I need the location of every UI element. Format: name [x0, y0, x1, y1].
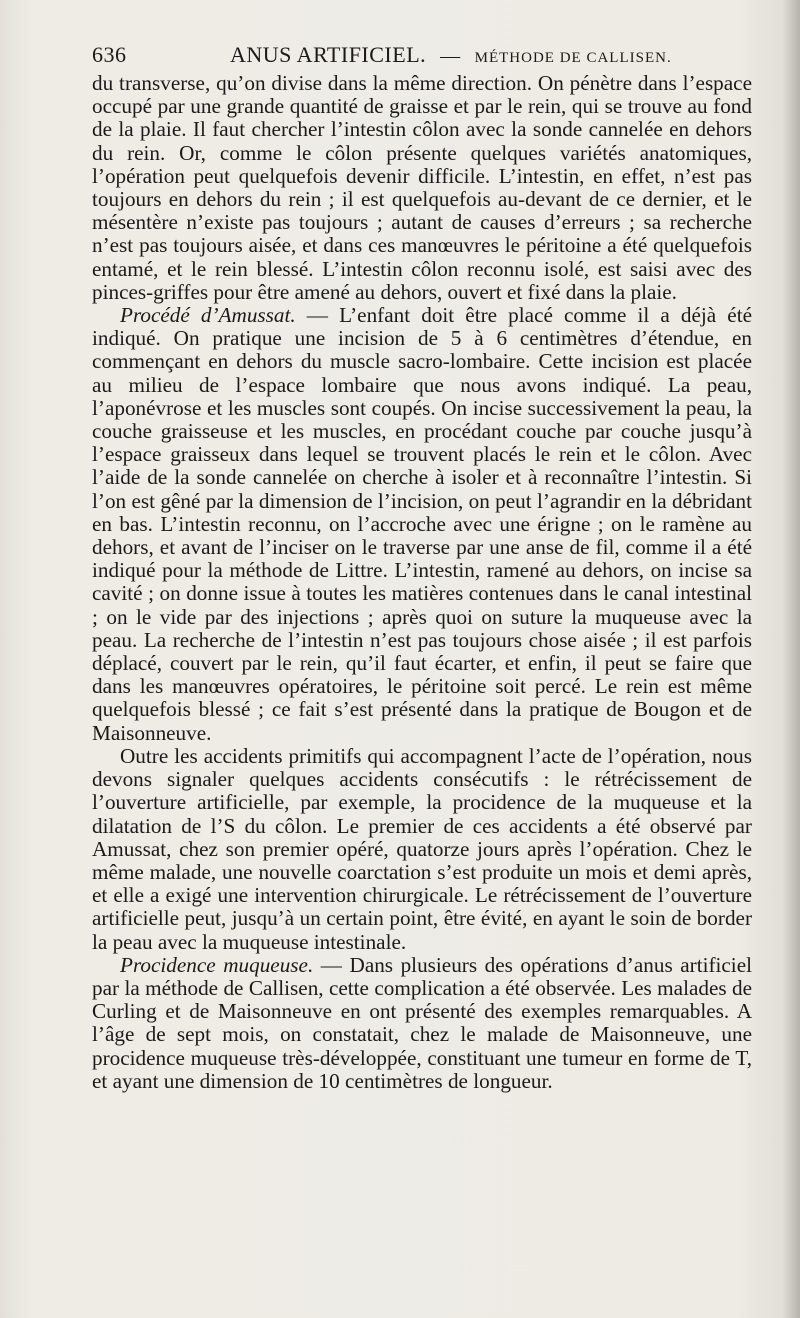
paragraph-2-text: — L’enfant doit être placé comme il a déjà été indiqué. On pratique une incision de 5 à 6 centimètres d’étendue, en commençant en dehors du muscle sacro-lombaire. Cette incision est placée au milieu de l’espace lombaire que nous avons indiqué. La peau, l’aponévrose et les muscles sont coupés. On incise successivement la peau, la couche graisseuse et les muscles, en procédant couche par couche jusqu’à l’espace graisseux dans lequel se trouvent placés le rein et le côlon. Avec l’aide de la sonde cannelée on cherche à isoler et à reconnaître l’intestin. Si l’on est gêné par la dimension de l’incision, on peut l’agrandir en la débridant en bas. L’intestin reconnu, on l’accroche avec une érigne ; on le ramène au dehors, et avant de l’inciser on le traverse par une anse de fil, comme il a été indiqué pour la méthode de Littre. L’intestin, ramené au dehors, on incise sa cavité ; on donne issue à toutes les matières contenues dans le canal intestinal ; on le vide par des injections ; après quoi on suture la muqueuse avec la peau. La recherche de l’intestin n’est pas toujours chose aisée ; il est parfois déplacé, couvert par le rein, qu’il faut écarter, et enfin, il peut se faire que dans les manœuvres opératoires, le péritoine soit percé. Le rein est même quelquefois blessé ; ce fait s’est présenté dans la pratique de Bougon et de Maisonneuve.: [92, 303, 752, 745]
paragraph-2-lead: Procédé d’Amussat.: [120, 303, 296, 328]
paragraph-3: [92, 745, 752, 954]
paragraph-4: [92, 954, 752, 1093]
page-number: 636: [92, 42, 127, 67]
running-header: [92, 42, 742, 72]
paragraph-2: [92, 304, 752, 745]
running-title-subtitle: MÉTHODE DE CALLISEN.: [474, 50, 672, 66]
paragraph-1-text: du transverse, qu’on divise dans la même direction. On pénètre dans l’espace occupé par une grande quantité de graisse et par le rein, qui se trouve au fond de la plaie. Il faut chercher l’intestin côlon avec la sonde cannelée en dehors du rein. Or, comme le côlon présente quelques variétés anatomiques, l’opération peut quelquefois devenir difficile. L’intestin, en effet, n’est pas toujours en dehors du rein ; il est quelquefois au-devant de ce dernier, et le mésentère n’existe pas toujours ; autant de causes d’erreurs ; sa recherche n’est pas toujours aisée, et dans ces manœuvres le péritoine a été quelquefois entamé, et le rein blessé. L’intestin côlon reconnu isolé, est saisi avec des pinces-griffes pour être amené au dehors, ouvert et fixé dans la plaie.: [92, 71, 752, 304]
body-text: [92, 72, 752, 1093]
paragraph-1: [92, 72, 752, 304]
running-title-dash: —: [440, 45, 461, 67]
paragraph-3-text: Outre les accidents primitifs qui accompagnent l’acte de l’opération, nous devons signaler quelques accidents consécutifs : le rétrécissement de l’ouverture artificielle, par exemple, la procidence de la muqueuse et la dilatation de l’S du côlon. Le premier de ces accidents a été observé par Amussat, chez son premier opéré, quatorze jours après l’opération. Chez le même malade, une nouvelle coarctation s’est produite un mois et demi après, et elle a exigé une intervention chirurgicale. Le rétrécissement de l’ouverture artificielle peut, jusqu’à un certain point, être évité, en ayant le soin de border la peau avec la muqueuse intestinale.: [92, 743, 752, 954]
page-gutter-shadow: [782, 0, 800, 1318]
running-title: [230, 42, 672, 68]
running-title-main: ANUS ARTIFICIEL.: [230, 42, 427, 67]
paragraph-4-lead: Procidence muqueuse.: [120, 952, 314, 977]
paragraph-4-text: — Dans plusieurs des opérations d’anus artificiel par la méthode de Callisen, cette complication a été observée. Les malades de Curling et de Maisonneuve en ont présenté des exemples remarquables. A l’âge de sept mois, on constatait, chez le malade de Maisonneuve, une procidence muqueuse très-développée, constituant une tumeur en forme de T, et ayant une dimension de 10 centimètres de longueur.: [92, 952, 752, 1093]
